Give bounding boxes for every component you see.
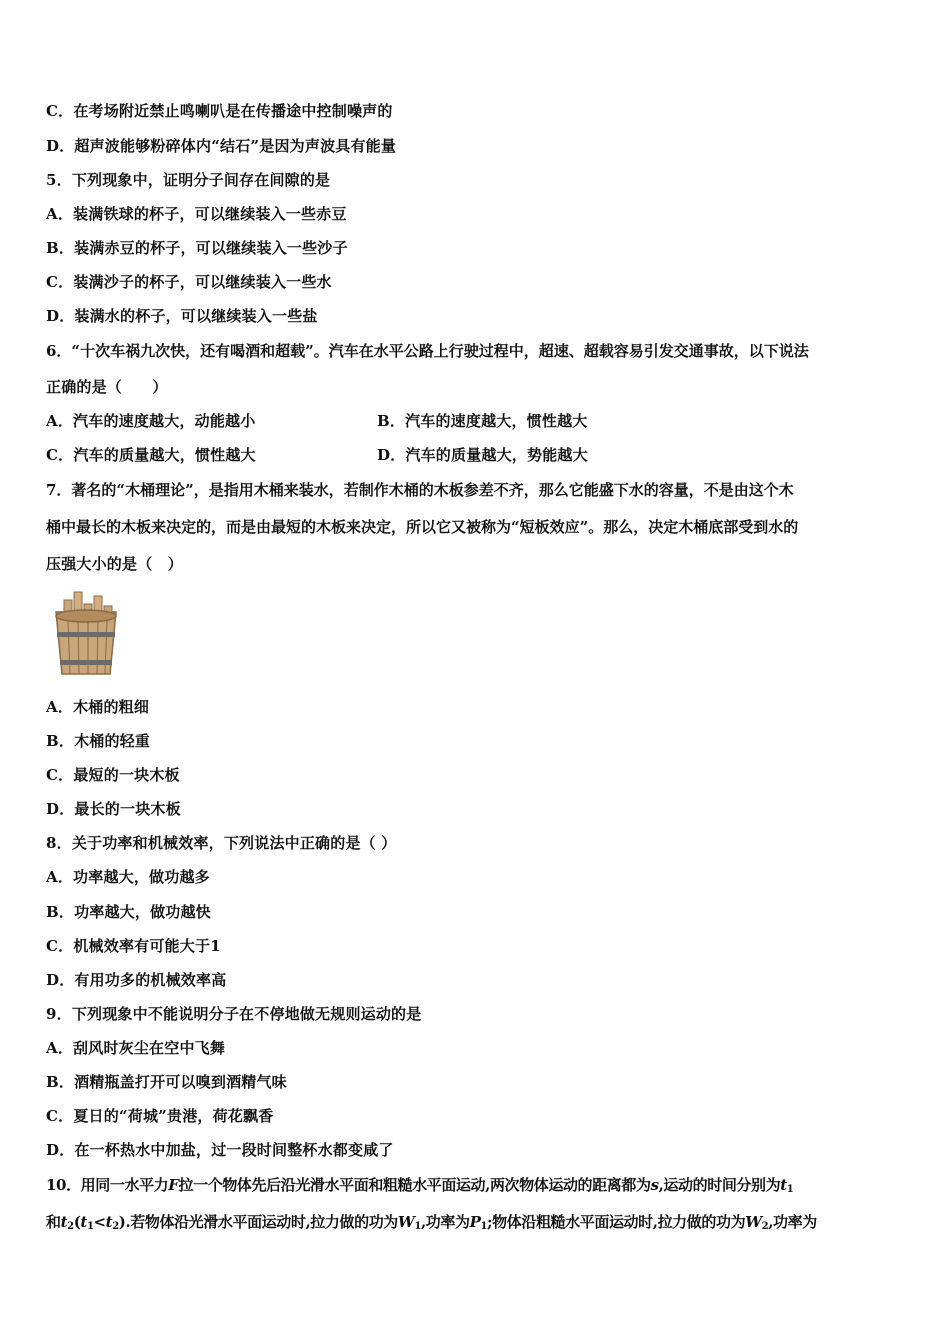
q7-option-b: B．木桶的轻重	[46, 732, 151, 750]
q9-option-c: C．夏日的“荷城”贵港，荷花飘香	[46, 1107, 274, 1125]
question-6: 6．“十次车祸九次快，还有喝酒和超载”。汽车在水平公路上行驶过程中，超速、超载容易引发交通事故，以下说法	[46, 342, 809, 360]
q5-option-c: C．装满沙子的杯子，可以继续装入一些水	[46, 273, 332, 291]
q6-option-c: C．汽车的质量越大，惯性越大	[46, 446, 256, 464]
q5-option-a: A．装满铁球的杯子，可以继续装入一些赤豆	[46, 205, 347, 223]
question-7-cont2: 压强大小的是（ ）	[46, 555, 183, 573]
q8-option-a: A．功率越大，做功越多	[46, 868, 210, 886]
question-6-cont: 正确的是（ ）	[46, 378, 168, 396]
question-8: 8．关于功率和机械效率，下列说法中正确的是（ ）	[46, 834, 397, 852]
line-d-ultrasound: D．超声波能够粉碎体内“结石”是因为声波具有能量	[46, 137, 397, 155]
q6-option-a: A．汽车的速度越大，动能越小	[46, 412, 256, 430]
q8-option-c: C．机械效率有可能大于1	[46, 937, 221, 955]
q9-option-a: A．刮风时灰尘在空中飞舞	[46, 1039, 226, 1057]
wooden-bucket-icon	[50, 590, 122, 678]
question-9: 9．下列现象中不能说明分子在不停地做无规则运动的是	[46, 1005, 422, 1023]
q6-option-d: D．汽车的质量越大，势能越大	[377, 446, 588, 464]
line-c-noise: C．在考场附近禁止鸣喇叭是在传播途中控制噪声的	[46, 102, 393, 120]
question-7-cont1: 桶中最长的木板来决定的，而是由最短的木板来决定，所以它又被称为“短板效应”。那么，决定木桶底部受到水的	[46, 518, 799, 536]
q8-option-b: B．功率越大，做功越快	[46, 903, 211, 921]
q7-option-a: A．木桶的粗细	[46, 698, 150, 716]
question-10-cont: 和$t_2(t_1<t_2)$.若物体沿光滑水平面运动时,拉力做的功为$W_1$,功率为$P_1$;物体沿粗糙水平面运动时,拉力做的功为$W_2$,功率为	[46, 1213, 817, 1232]
q9-option-d: D．在一杯热水中加盐，过一段时间整杯水都变咸了	[46, 1141, 394, 1159]
q5-option-d: D．装满水的杯子，可以继续装入一些盐	[46, 307, 318, 325]
q6-option-b: B．汽车的速度越大，惯性越大	[377, 412, 588, 430]
question-7: 7．著名的“木桶理论”，是指用木桶来装水，若制作木桶的木板参差不齐，那么它能盛下水的容量，不是由这个木	[46, 481, 794, 499]
q7-option-c: C．最短的一块木板	[46, 766, 180, 784]
q5-option-b: B．装满赤豆的杯子，可以继续装入一些沙子	[46, 239, 348, 257]
question-5: 5．下列现象中，证明分子间存在间隙的是	[46, 171, 331, 189]
q9-option-b: B．酒精瓶盖打开可以嗅到酒精气味	[46, 1073, 287, 1091]
q8-option-d: D．有用功多的机械效率高	[46, 971, 227, 989]
question-10: 10．用同一水平力F拉一个物体先后沿光滑水平面和粗糙水平面运动,两次物体运动的距离都为s,运动的时间分别为$t_1$	[46, 1176, 794, 1195]
q7-option-d: D．最长的一块木板	[46, 800, 181, 818]
